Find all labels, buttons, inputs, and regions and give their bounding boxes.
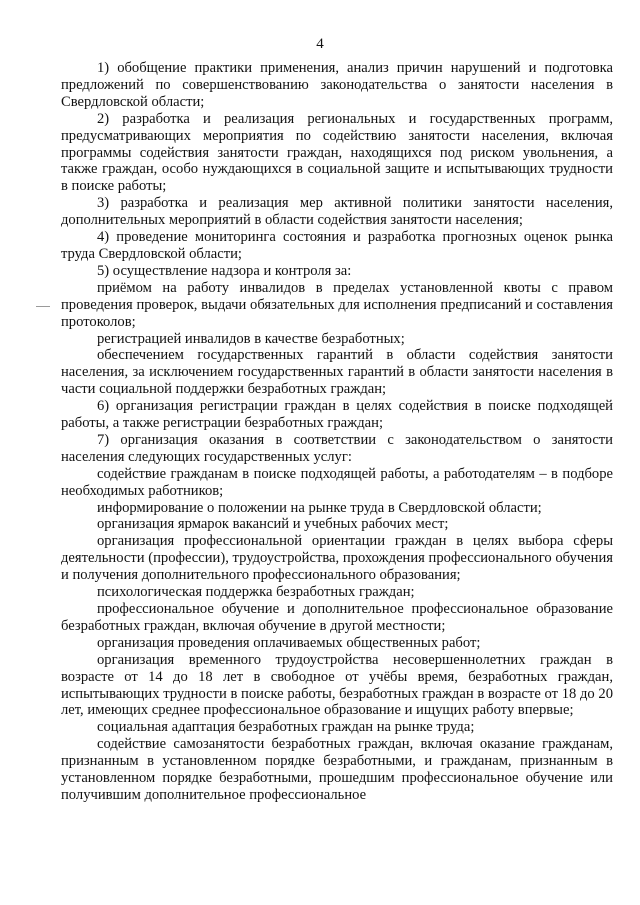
paragraph: организация временного трудоустройства несовершеннолетних граждан в возрасте от 14 до 18 лет в свободное от учёбы время, безработных граждан, испытывающих трудности в поиске работы, безработных граждан в возрасте от 18 до 20 лет, имеющих среднее профессиональное образование и ищущих работу впервые; <box>61 651 613 719</box>
paragraph: профессиональное обучение и дополнительное профессиональное образование безработных граждан, включая обучение в другой местности; <box>61 601 613 634</box>
paragraph: организация ярмарок вакансий и учебных рабочих мест; <box>97 516 449 533</box>
document-body <box>61 60 613 804</box>
paragraph: содействие гражданам в поиске подходящей работы, а работодателям – в подборе необходимых работников; <box>61 465 613 499</box>
paragraph: приёмом на работу инвалидов в пределах установленной квоты с правом проведения проверок, выдачи обязательных для исполнения предписаний и составления протоколов; <box>61 279 613 330</box>
paragraph: психологическая поддержка безработных граждан; <box>97 584 415 601</box>
page-number: 4 <box>316 36 324 52</box>
paragraph: 1) обобщение практики применения, анализ причин нарушений и подготовка предложений по совершенствованию законодательства о занятости населения в Свердловской области; <box>61 60 613 110</box>
paragraph: информирование о положении на рынке труда в Свердловской области; <box>97 499 542 516</box>
paragraph: содействие самозанятости безработных граждан, включая оказание гражданам, признанным в установленном порядке безработными, и гражданам, признанным в установленном порядке безработными, прошедшим профессиональное обучение или получившим дополнительное профессиональное <box>61 736 613 803</box>
paragraph: социальная адаптация безработных граждан на рынке труда; <box>97 719 475 736</box>
paragraph: 7) организация оказания в соответствии с законодательством о занятости населения следующих государственных услуг: <box>61 431 613 465</box>
paragraph: регистрацией инвалидов в качестве безработных; <box>97 330 405 347</box>
paragraph: организация проведения оплачиваемых общественных работ; <box>97 634 481 651</box>
paragraph: 3) разработка и реализация мер активной политики занятости населения, дополнительных мероприятий в области содействия занятости населения; <box>61 195 613 229</box>
paragraph: 6) организация регистрации граждан в целях содействия в поиске подходящей работы, а также регистрации безработных граждан; <box>61 398 613 432</box>
paragraph: организация профессиональной ориентации граждан в целях выбора сферы деятельности (профессии), трудоустройства, прохождения профессионального обучения и получения дополнительного профессионального образования; <box>61 533 613 584</box>
paragraph: 2) разработка и реализация региональных и государственных программ, предусматривающих мероприятия по содействию занятости населения, включая программы содействия занятости граждан, находящихся под риском увольнения, а также граждан, особо нуждающихся в социальной защите и испытывающих трудности в поиске работы; <box>61 110 613 195</box>
paragraph: обеспечением государственных гарантий в области содействия занятости населения, за исключением государственных гарантий в области занятости населения в части социальной поддержки безработных граждан; <box>61 347 613 398</box>
paragraph: 4) проведение мониторинга состояния и разработка прогнозных оценок рынка труда Свердловской области; <box>61 229 613 262</box>
margin-mark <box>36 306 50 307</box>
paragraph: 5) осуществление надзора и контроля за: <box>97 262 352 279</box>
